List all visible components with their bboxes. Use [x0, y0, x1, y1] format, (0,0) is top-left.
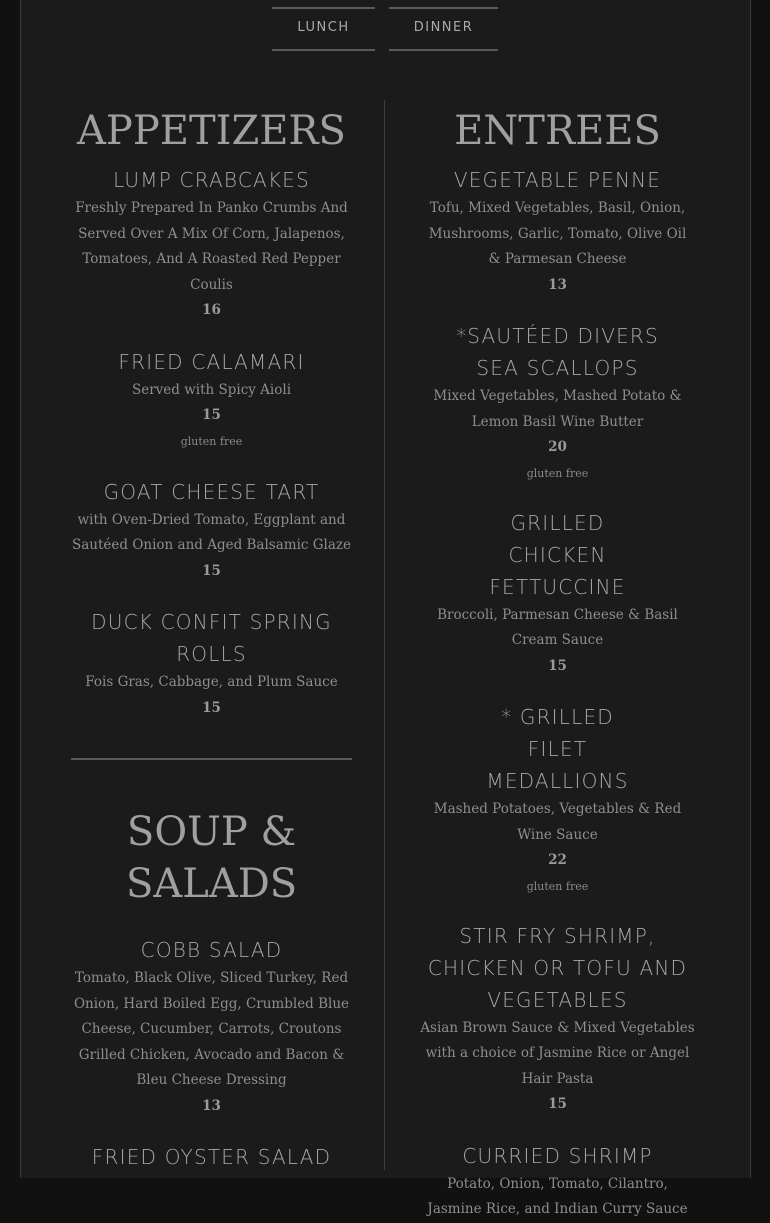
item-description: Mixed Vegetables, Mashed Potato & Lemon Basil Wine Butter: [433, 388, 682, 430]
menu-item: [71, 476, 352, 585]
item-description: Fois Gras, Cabbage, and Plum Sauce: [85, 674, 338, 690]
item-description: Mashed Potatoes, Vegetables & Red Wine Sauce: [433, 801, 682, 843]
item-price: 13: [202, 1097, 221, 1114]
item-price: 15: [202, 407, 221, 423]
menu-item: [418, 920, 697, 1118]
tab-dinner[interactable]: DINNER: [389, 7, 498, 51]
menu-item: [71, 606, 352, 721]
gluten-free-note: gluten free: [526, 466, 589, 480]
section-divider: [71, 758, 352, 760]
item-name: LUMP CRABCAKES: [113, 168, 310, 192]
item-description: Served with Spicy Aioli: [131, 381, 292, 398]
item-name: CURRIED SHRIMP: [462, 1143, 653, 1168]
item-name: FRIED CALAMARI: [118, 349, 305, 374]
section-title-entrees: ENTREES: [454, 108, 661, 154]
item-price: 13: [548, 276, 567, 293]
item-description: Asian Brown Sauce & Mixed Vegetables with a choice of Jasmine Rice or Angel Hair Pasta: [420, 1019, 695, 1087]
section-title-soup-salads: SOUP & SALADS: [126, 809, 298, 907]
item-price: 15: [548, 1096, 567, 1112]
item-description: with Oven-Dried Tomato, Eggplant and Sautéed Onion and Aged Balsamic Glaze: [72, 511, 351, 553]
column-divider: [384, 100, 385, 1170]
item-name: DUCK CONFIT SPRING ROLLS: [91, 610, 332, 666]
entrees-column: [418, 100, 697, 1223]
menu-item: [418, 320, 697, 487]
item-name: VEGETABLE PENNE: [453, 168, 662, 192]
item-description: Tomato, Black Olive, Sliced Turkey, Red Onion, Hard Boiled Egg, Crumbled Blue Cheese, Cucumber, Carrots, Croutons Grilled Chicken, Avocado and Bacon & Bleu Cheese Dressing: [73, 970, 350, 1088]
soups-column: [71, 806, 352, 1173]
menu-item: [418, 164, 697, 298]
item-description: Broccoli, Parmesan Cheese & Basil Cream Sauce: [437, 606, 678, 648]
item-description: Freshly Prepared In Panko Crumbs And Served Over A Mix Of Corn, Jalapenos, Tomatoes, And A Roasted Red Pepper Coulis: [75, 200, 348, 293]
menu-item: [418, 701, 697, 900]
item-price: 15: [202, 699, 221, 716]
appetizers-column: [71, 100, 352, 721]
item-price: 15: [548, 657, 567, 674]
gluten-free-note: gluten free: [526, 879, 589, 893]
item-price: 15: [202, 562, 221, 579]
item-name: * GRILLED FILET MEDALLIONS: [486, 705, 629, 793]
item-description: Tofu, Mixed Vegetables, Basil, Onion, Mushrooms, Garlic, Tomato, Olive Oil & Parmesan Cheese: [428, 200, 687, 267]
section-title-appetizers: APPETIZERS: [77, 108, 346, 154]
item-name: COBB SALAD: [140, 938, 283, 962]
item-name: GRILLED CHICKEN FETTUCCINE: [489, 510, 626, 599]
menu-item: [71, 934, 352, 1119]
menu-item: [418, 507, 697, 680]
item-name: FRIED OYSTER SALAD: [91, 1145, 332, 1169]
item-price: 20: [548, 439, 567, 455]
menu-tabs: [0, 0, 770, 52]
item-name: STIR FRY SHRIMP, CHICKEN OR TOFU AND VEGETABLES: [427, 923, 688, 1012]
menu-item: [71, 1141, 352, 1173]
item-name: *SAUTÉED DIVERS SEA SCALLOPS: [456, 324, 659, 380]
gluten-free-note: gluten free: [180, 434, 243, 448]
tab-lunch[interactable]: LUNCH: [272, 7, 375, 51]
menu-item: [71, 346, 352, 455]
item-price: 16: [202, 302, 221, 318]
menu-item: [418, 1140, 697, 1223]
item-description: Potato, Onion, Tomato, Cilantro, Jasmine Rice, and Indian Curry Sauce: [427, 1175, 688, 1217]
item-name: GOAT CHEESE TART: [103, 479, 320, 504]
menu-item: [71, 164, 352, 324]
item-price: 22: [548, 852, 567, 868]
